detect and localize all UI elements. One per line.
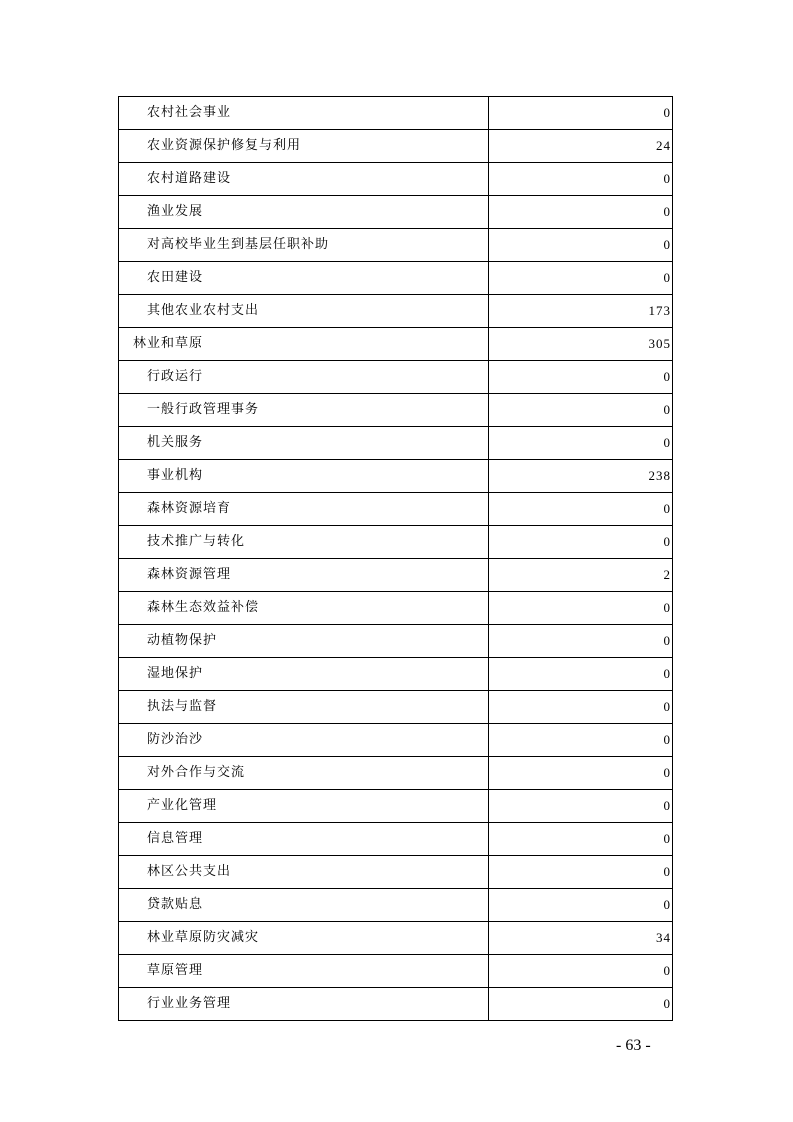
table-row (119, 427, 673, 460)
amount-cell: 0 (489, 658, 673, 691)
amount-cell: 0 (489, 163, 673, 196)
amount-cell: 0 (489, 229, 673, 262)
table-row (119, 394, 673, 427)
item-name-cell: 机关服务 (119, 427, 489, 460)
item-name-cell: 其他农业农村支出 (119, 295, 489, 328)
table-row (119, 625, 673, 658)
amount-cell: 0 (489, 427, 673, 460)
item-name-cell: 森林资源管理 (119, 559, 489, 592)
table-row (119, 955, 673, 988)
table-row (119, 724, 673, 757)
item-name-cell: 对外合作与交流 (119, 757, 489, 790)
amount-cell: 0 (489, 262, 673, 295)
item-name-cell: 执法与监督 (119, 691, 489, 724)
item-name-cell: 产业化管理 (119, 790, 489, 823)
item-name-cell: 渔业发展 (119, 196, 489, 229)
table-row (119, 361, 673, 394)
table-row (119, 559, 673, 592)
item-name-cell: 农业资源保护修复与利用 (119, 130, 489, 163)
amount-cell: 0 (489, 493, 673, 526)
page-number: - 63 - (616, 1037, 651, 1054)
amount-cell: 0 (489, 361, 673, 394)
table-row (119, 592, 673, 625)
item-name-cell: 对高校毕业生到基层任职补助 (119, 229, 489, 262)
amount-cell: 0 (489, 856, 673, 889)
table-row (119, 262, 673, 295)
item-name-cell: 农田建设 (119, 262, 489, 295)
table-row (119, 295, 673, 328)
amount-cell: 0 (489, 889, 673, 922)
item-name-cell: 森林生态效益补偿 (119, 592, 489, 625)
item-name-cell: 湿地保护 (119, 658, 489, 691)
item-name-cell: 贷款贴息 (119, 889, 489, 922)
table-row (119, 658, 673, 691)
amount-cell: 2 (489, 559, 673, 592)
item-name-cell: 信息管理 (119, 823, 489, 856)
table-row (119, 757, 673, 790)
amount-cell: 0 (489, 394, 673, 427)
item-name-cell: 农村社会事业 (119, 97, 489, 130)
item-name-cell: 行业业务管理 (119, 988, 489, 1021)
item-name-cell: 技术推广与转化 (119, 526, 489, 559)
table-row (119, 823, 673, 856)
item-name-cell: 行政运行 (119, 361, 489, 394)
item-name-cell: 事业机构 (119, 460, 489, 493)
amount-cell: 34 (489, 922, 673, 955)
table-row (119, 163, 673, 196)
amount-cell: 0 (489, 625, 673, 658)
item-name-cell: 林业草原防灾减灾 (119, 922, 489, 955)
amount-cell: 0 (489, 955, 673, 988)
table-row (119, 856, 673, 889)
table-row (119, 526, 673, 559)
table-row (119, 889, 673, 922)
table-body (119, 97, 673, 1021)
item-name-cell: 一般行政管理事务 (119, 394, 489, 427)
table-row (119, 196, 673, 229)
amount-cell: 305 (489, 328, 673, 361)
amount-cell: 0 (489, 526, 673, 559)
amount-cell: 0 (489, 691, 673, 724)
table-row (119, 460, 673, 493)
item-name-cell: 草原管理 (119, 955, 489, 988)
amount-cell: 0 (489, 724, 673, 757)
category-name-cell: 林业和草原 (119, 328, 489, 361)
amount-cell: 238 (489, 460, 673, 493)
amount-cell: 0 (489, 988, 673, 1021)
item-name-cell: 森林资源培育 (119, 493, 489, 526)
item-name-cell: 防沙治沙 (119, 724, 489, 757)
table-row (119, 229, 673, 262)
table-row (119, 97, 673, 130)
amount-cell: 24 (489, 130, 673, 163)
amount-cell: 0 (489, 757, 673, 790)
table-row (119, 922, 673, 955)
table-row (119, 328, 673, 361)
amount-cell: 0 (489, 592, 673, 625)
amount-cell: 0 (489, 790, 673, 823)
table-row (119, 493, 673, 526)
table-row (119, 691, 673, 724)
amount-cell: 0 (489, 97, 673, 130)
amount-cell: 0 (489, 823, 673, 856)
table-row (119, 130, 673, 163)
budget-table (118, 96, 673, 1021)
table-row (119, 988, 673, 1021)
amount-cell: 0 (489, 196, 673, 229)
amount-cell: 173 (489, 295, 673, 328)
item-name-cell: 动植物保护 (119, 625, 489, 658)
item-name-cell: 农村道路建设 (119, 163, 489, 196)
table-row (119, 790, 673, 823)
item-name-cell: 林区公共支出 (119, 856, 489, 889)
